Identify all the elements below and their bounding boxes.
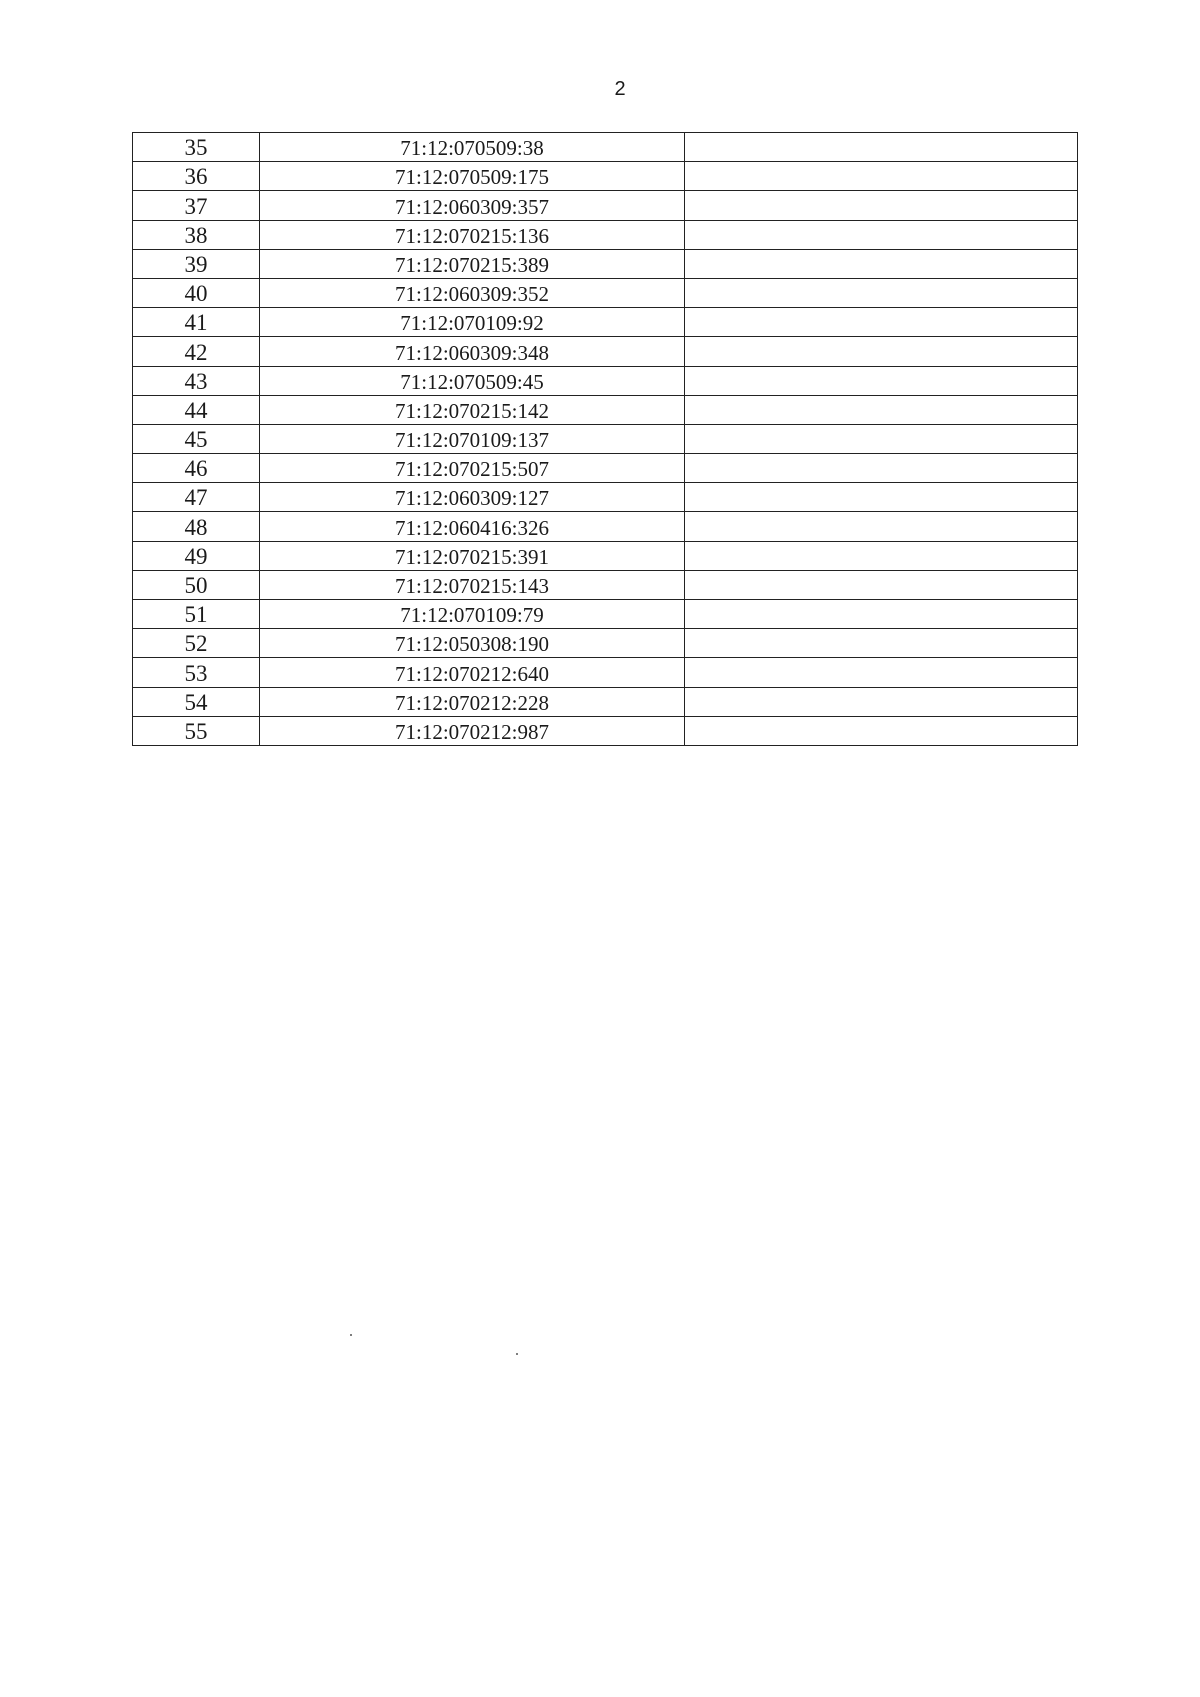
table-row bbox=[133, 658, 1078, 687]
table-row bbox=[133, 716, 1078, 745]
cadastral-number-cell: 71:12:070215:136 bbox=[260, 220, 685, 249]
table-row bbox=[133, 629, 1078, 658]
row-number-cell: 35 bbox=[133, 133, 260, 162]
empty-cell bbox=[685, 249, 1078, 278]
empty-cell bbox=[685, 658, 1078, 687]
row-number-cell: 47 bbox=[133, 483, 260, 512]
empty-cell bbox=[685, 424, 1078, 453]
cadastral-number-cell: 71:12:070212:228 bbox=[260, 687, 685, 716]
cadastral-number-cell: 71:12:060416:326 bbox=[260, 512, 685, 541]
row-number-cell: 37 bbox=[133, 191, 260, 220]
cadastral-table bbox=[132, 132, 1078, 746]
row-number-cell: 52 bbox=[133, 629, 260, 658]
row-number-cell: 45 bbox=[133, 424, 260, 453]
cadastral-number-cell: 71:12:060309:348 bbox=[260, 337, 685, 366]
empty-cell bbox=[685, 454, 1078, 483]
row-number-cell: 43 bbox=[133, 366, 260, 395]
cadastral-number-cell: 71:12:070215:389 bbox=[260, 249, 685, 278]
table-row bbox=[133, 687, 1078, 716]
cadastral-number-cell: 71:12:070109:79 bbox=[260, 600, 685, 629]
cadastral-number-cell: 71:12:070215:143 bbox=[260, 570, 685, 599]
empty-cell bbox=[685, 162, 1078, 191]
row-number-cell: 54 bbox=[133, 687, 260, 716]
empty-cell bbox=[685, 512, 1078, 541]
table-row bbox=[133, 570, 1078, 599]
table-row bbox=[133, 249, 1078, 278]
table-row bbox=[133, 454, 1078, 483]
table-row bbox=[133, 366, 1078, 395]
row-number-cell: 48 bbox=[133, 512, 260, 541]
row-number-cell: 55 bbox=[133, 716, 260, 745]
cadastral-number-cell: 71:12:070509:38 bbox=[260, 133, 685, 162]
table-row bbox=[133, 337, 1078, 366]
empty-cell bbox=[685, 220, 1078, 249]
cadastral-number-cell: 71:12:070509:175 bbox=[260, 162, 685, 191]
cadastral-number-cell: 71:12:070212:987 bbox=[260, 716, 685, 745]
empty-cell bbox=[685, 716, 1078, 745]
table-row bbox=[133, 278, 1078, 307]
table-row bbox=[133, 191, 1078, 220]
table-row bbox=[133, 512, 1078, 541]
empty-cell bbox=[685, 600, 1078, 629]
row-number-cell: 53 bbox=[133, 658, 260, 687]
row-number-cell: 38 bbox=[133, 220, 260, 249]
table-body bbox=[133, 133, 1078, 746]
table-row bbox=[133, 162, 1078, 191]
row-number-cell: 36 bbox=[133, 162, 260, 191]
empty-cell bbox=[685, 541, 1078, 570]
table-row bbox=[133, 424, 1078, 453]
empty-cell bbox=[685, 308, 1078, 337]
empty-cell bbox=[685, 687, 1078, 716]
cadastral-number-cell: 71:12:060309:357 bbox=[260, 191, 685, 220]
table-row bbox=[133, 541, 1078, 570]
empty-cell bbox=[685, 337, 1078, 366]
row-number-cell: 49 bbox=[133, 541, 260, 570]
table-row bbox=[133, 483, 1078, 512]
row-number-cell: 40 bbox=[133, 278, 260, 307]
cadastral-number-cell: 71:12:060309:352 bbox=[260, 278, 685, 307]
cadastral-number-cell: 71:12:060309:127 bbox=[260, 483, 685, 512]
cadastral-number-cell: 71:12:070109:137 bbox=[260, 424, 685, 453]
empty-cell bbox=[685, 395, 1078, 424]
table-row bbox=[133, 395, 1078, 424]
table-row bbox=[133, 133, 1078, 162]
empty-cell bbox=[685, 278, 1078, 307]
scan-speck bbox=[350, 1334, 352, 1336]
row-number-cell: 46 bbox=[133, 454, 260, 483]
row-number-cell: 50 bbox=[133, 570, 260, 599]
table-row bbox=[133, 308, 1078, 337]
table-row bbox=[133, 220, 1078, 249]
table-row bbox=[133, 600, 1078, 629]
cadastral-number-cell: 71:12:070215:507 bbox=[260, 454, 685, 483]
row-number-cell: 51 bbox=[133, 600, 260, 629]
empty-cell bbox=[685, 191, 1078, 220]
cadastral-number-cell: 71:12:070509:45 bbox=[260, 366, 685, 395]
empty-cell bbox=[685, 570, 1078, 599]
cadastral-number-cell: 71:12:070215:142 bbox=[260, 395, 685, 424]
cadastral-number-cell: 71:12:070215:391 bbox=[260, 541, 685, 570]
cadastral-number-cell: 71:12:050308:190 bbox=[260, 629, 685, 658]
row-number-cell: 41 bbox=[133, 308, 260, 337]
empty-cell bbox=[685, 629, 1078, 658]
empty-cell bbox=[685, 483, 1078, 512]
empty-cell bbox=[685, 366, 1078, 395]
empty-cell bbox=[685, 133, 1078, 162]
scan-speck bbox=[516, 1353, 518, 1355]
row-number-cell: 44 bbox=[133, 395, 260, 424]
row-number-cell: 39 bbox=[133, 249, 260, 278]
page-number: 2 bbox=[614, 78, 626, 100]
cadastral-number-cell: 71:12:070109:92 bbox=[260, 308, 685, 337]
row-number-cell: 42 bbox=[133, 337, 260, 366]
cadastral-number-cell: 71:12:070212:640 bbox=[260, 658, 685, 687]
